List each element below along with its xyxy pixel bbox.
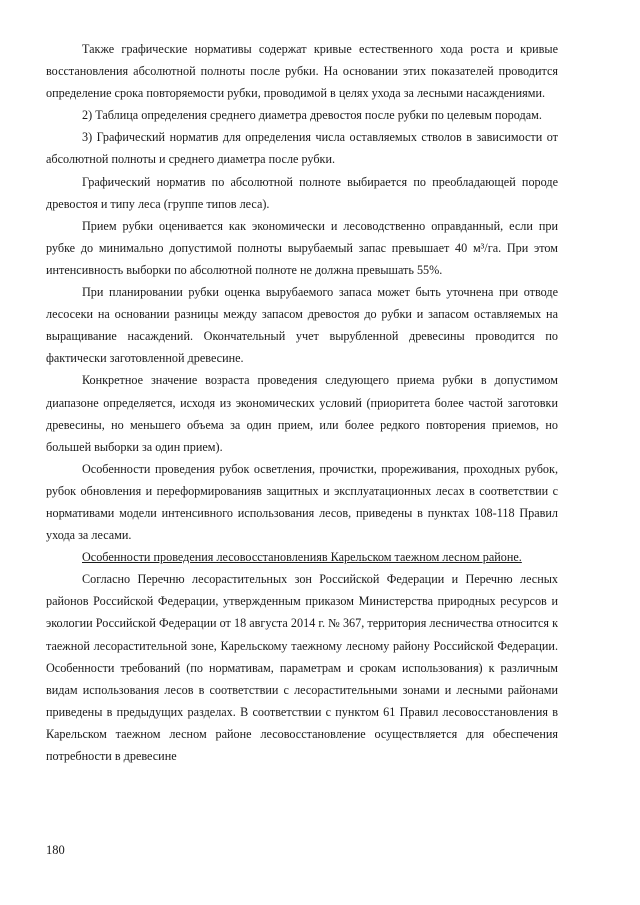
document-body — [46, 38, 558, 767]
paragraph-diameter-table: 2) Таблица определения среднего диаметра древостоя после рубки по целевым породам. — [82, 108, 542, 123]
paragraph-felling-assessment: Прием рубки оценивается как экономически и лесоводственно оправданный, если при рубке до минимально допустимой полноты вырубаемый запас превышает 40 м³/га. При этом интенсивность выборки по абсолютной полноте не должна превышать 55%. — [46, 218, 558, 277]
paragraph-thinning-features: Особенности проведения рубок осветления, прочистки, прореживания, проходных рубок, рубок обновления и переформированияв защитных и эксплуатационных лесах в соответствии с нормативами модели интенсивного использования лесов, приведены в пунктах 108-118 Правил ухода за лесами. — [46, 461, 558, 543]
paragraph-growth-curves: Также графические нормативы содержат кривые естественного хода роста и кривые восстановления абсолютной полноты после рубки. На основании этих показателей проводится определение срока повторяемости рубки, проводимой в целях ухода за лесными насаждениями. — [46, 42, 558, 101]
paragraph-stems-normative: 3) Графический норматив для определения числа оставляемых стволов в зависимости от абсолютной полноты и среднего диаметра после рубки. — [46, 130, 558, 167]
paragraph-forest-zones: Согласно Перечню лесорастительных зон Российской Федерации и Перечню лесных районов Российской Федерации, утвержденным приказом Министерства природных ресурсов и экологии Российской Федерации от 18 августа 2014 г. № 367, территория лесничества относится к таежной лесорастительной зоне, Карельскому таежному лесному району Российской Федерации. Особенности требований (по нормативам, параметрам и срокам использования) к различным видам использования лесов в соответствии с лесорастительными зонами и лесными районами приведены в предыдущих разделах. В соответствии с пунктом 61 Правил лесовосстановления в Карельском таежном лесном районе лесовосстановление осуществляется для обеспечения потребности в древесине — [46, 572, 558, 763]
section-heading-reforestation — [46, 546, 558, 568]
page-number: 180 — [46, 843, 65, 857]
paragraph-density-normative: Графический норматив по абсолютной полноте выбирается по преобладающей породе древостоя и типу леса (группе типов леса). — [46, 174, 558, 211]
paragraph-felling-age: Конкретное значение возраста проведения следующего приема рубки в допустимом диапазоне определяется, исходя из экономических условий (приоритета более частой заготовки древесины, но меньшего объема за один прием, или более редкого повторения приемов, но большей выборки за один прием). — [46, 373, 558, 454]
section-heading-text: Особенности проведения лесовосстановленияв Карельском таежном лесном районе. — [82, 550, 522, 565]
paragraph-stock-estimation: При планировании рубки оценка вырубаемого запаса может быть уточнена при отводе лесосеки на основании разницы между запасом древостоя до рубки и запасом оставляемых на выращивание насаждений. Окончательный учет вырубленной древесины проводится по фактически заготовленной древесине. — [46, 285, 558, 366]
